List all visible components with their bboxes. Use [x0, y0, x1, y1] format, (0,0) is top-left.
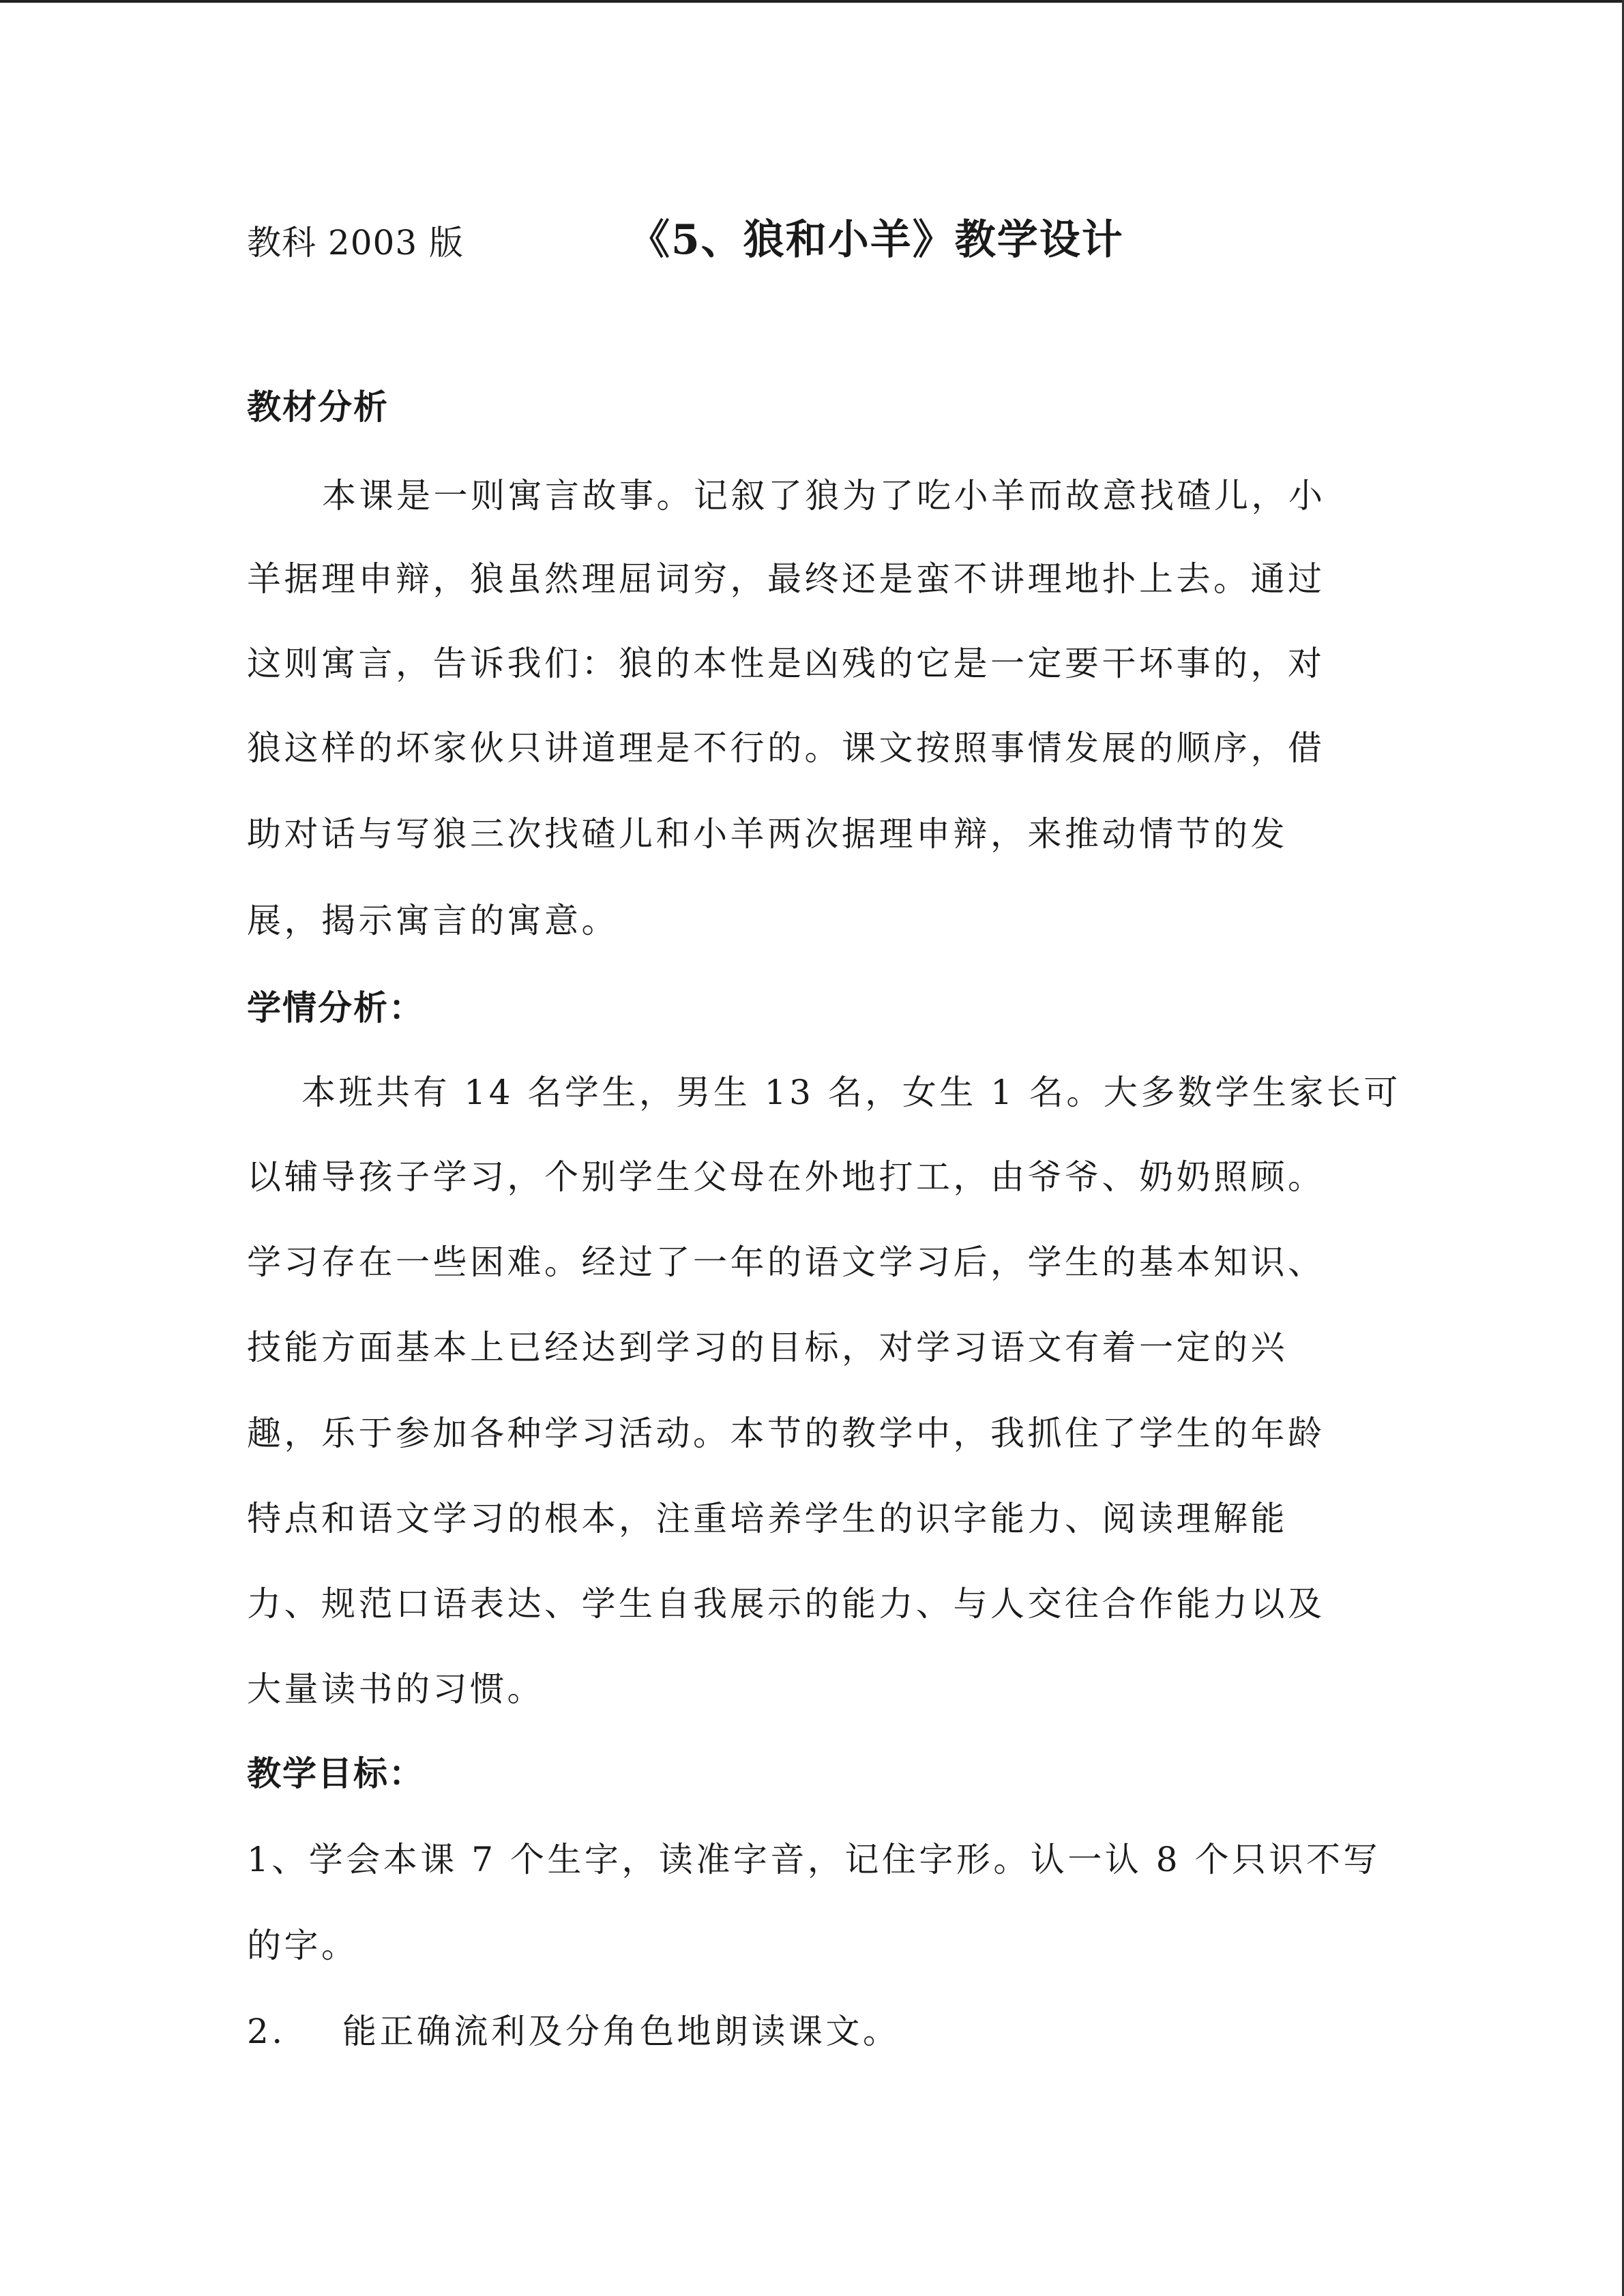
objective-item-2-number: 2. — [247, 2012, 286, 2051]
paragraph-line: 以辅导孩子学习，个别学生父母在外地打工，由爷爷、奶奶照顾。 — [247, 1157, 1325, 1197]
section-heading-student-analysis: 学情分析： — [247, 987, 424, 1028]
section-heading-teaching-objectives: 教学目标： — [247, 1753, 424, 1793]
paragraph-line: 狼这样的坏家伙只讲道理是不行的。课文按照事情发展的顺序，借 — [247, 728, 1325, 768]
paragraph-line: 本课是一则寓言故事。记叙了狼为了吃小羊而故意找碴儿，小 — [322, 476, 1326, 516]
paragraph-line: 学习存在一些困难。经过了一年的语文学习后，学生的基本知识、 — [247, 1242, 1325, 1282]
document-header — [247, 215, 1379, 270]
objective-item-1: 1、学会本课 7 个生字，读准字音，记住字形。认一认 8 个只识不写 — [247, 1840, 1381, 1879]
paragraph-line: 本班共有 14 名学生，男生 13 名，女生 1 名。大多数学生家长可 — [301, 1073, 1401, 1112]
section-heading-textbook-analysis: 教材分析 — [247, 387, 389, 427]
paragraph-line: 趣，乐于参加各种学习活动。本节的教学中，我抓住了学生的年龄 — [247, 1414, 1325, 1453]
paragraph-line: 特点和语文学习的根本，注重培养学生的识字能力、阅读理解能 — [247, 1499, 1288, 1538]
top-border-line — [0, 0, 1624, 3]
paragraph-line: 力、规范口语表达、学生自我展示的能力、与人交往合作能力以及 — [247, 1584, 1325, 1624]
paragraph-line: 助对话与写狼三次找碴儿和小羊两次据理申辩，来推动情节的发 — [247, 814, 1288, 854]
objective-item-1-continued: 的字。 — [247, 1926, 359, 1965]
paragraph-line: 羊据理申辩，狼虽然理屈词穷，最终还是蛮不讲理地扑上去。通过 — [247, 559, 1325, 599]
edition-label: 教科 2003 版 — [247, 223, 464, 263]
paragraph-line: 大量读书的习惯。 — [247, 1669, 544, 1709]
document-title: 《5、狼和小羊》教学设计 — [629, 216, 1124, 264]
paragraph-line: 展，揭示寓言的寓意。 — [247, 901, 619, 940]
paragraph-line: 技能方面基本上已经达到学习的目标，对学习语文有着一定的兴 — [247, 1328, 1288, 1367]
paragraph-line: 这则寓言，告诉我们：狼的本性是凶残的它是一定要干坏事的，对 — [247, 644, 1325, 683]
objective-item-2: 能正确流利及分角色地朗读课文。 — [342, 2012, 900, 2051]
